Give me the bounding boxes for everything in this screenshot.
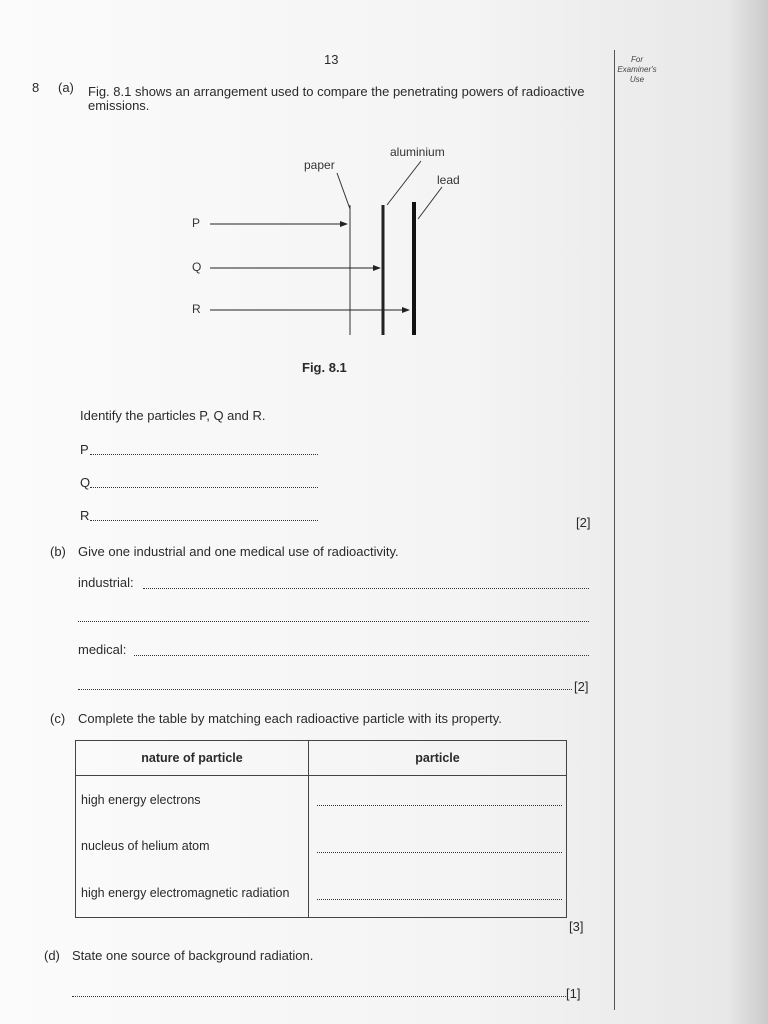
medical-answer-line[interactable] <box>134 655 589 656</box>
medical-label: medical: <box>78 642 127 657</box>
label-lead: lead <box>437 173 460 187</box>
table-header-row <box>76 741 567 776</box>
examiner-margin-rule <box>614 50 615 1010</box>
examiner-note-line: For <box>631 55 643 64</box>
examiner-note-line: Use <box>629 75 645 84</box>
paper-leader-line <box>337 173 350 209</box>
label-q: Q <box>192 260 202 274</box>
table-cell-particle[interactable] <box>309 776 567 824</box>
label-aluminium: aluminium <box>390 145 445 159</box>
part-a-marks: [2] <box>576 515 591 530</box>
answer-label-q: Q <box>80 475 91 490</box>
row-text: high energy electromagnetic radiation <box>81 886 290 901</box>
industrial-label: industrial: <box>78 575 134 590</box>
part-b-marks: [2] <box>574 679 589 694</box>
particle-table <box>75 740 567 918</box>
industrial-answer-line[interactable] <box>143 588 589 589</box>
table-cell-particle[interactable] <box>309 823 567 869</box>
part-d-marks: [1] <box>566 986 581 1001</box>
part-c-text: Complete the table by matching each radioactive particle with its property. <box>78 711 502 726</box>
fig-8-1-diagram <box>180 135 470 350</box>
particle-answer-line[interactable] <box>317 793 562 806</box>
part-d-label: (d) <box>44 948 60 963</box>
label-r: R <box>192 302 201 316</box>
part-b-label: (b) <box>50 544 66 559</box>
answer-label-r: R <box>80 508 90 523</box>
page-number: 13 <box>324 52 339 67</box>
aluminium-leader-line <box>387 161 421 205</box>
page-edge-shadow <box>728 0 768 1024</box>
part-a-label: (a) <box>58 80 74 95</box>
answer-line-p[interactable] <box>90 454 318 455</box>
table-cell-nature <box>76 870 309 918</box>
table-row <box>76 776 567 824</box>
part-c-marks: [3] <box>569 919 584 934</box>
part-c-label: (c) <box>50 711 66 726</box>
part-a-instruction: Identify the particles P, Q and R. <box>80 408 266 423</box>
question-number: 8 <box>32 80 40 95</box>
row-text: nucleus of helium atom <box>81 839 210 854</box>
part-a-text-line1: Fig. 8.1 shows an arrangement used to compare the penetrating powers of radioactive <box>88 84 585 99</box>
row-text: high energy electrons <box>81 792 201 807</box>
part-b-text: Give one industrial and one medical use of radioactivity. <box>78 544 399 559</box>
part-d-text: State one source of background radiation. <box>72 948 314 963</box>
part-a-text-line2: emissions. <box>88 98 150 113</box>
table-cell-nature <box>76 776 309 824</box>
answer-label-p: P <box>80 442 89 457</box>
answer-line-q[interactable] <box>90 487 318 488</box>
examiner-use-note <box>612 55 662 85</box>
part-d-answer-line[interactable] <box>72 996 566 997</box>
table-row <box>76 870 567 918</box>
table-cell-particle[interactable] <box>309 870 567 918</box>
table-header-particle: particle <box>309 741 567 776</box>
particle-answer-line[interactable] <box>317 840 562 853</box>
answer-line-r[interactable] <box>90 520 318 521</box>
label-p: P <box>192 216 201 230</box>
table-cell-nature <box>76 823 309 869</box>
table-header-nature: nature of particle <box>76 741 309 776</box>
examiner-note-line: Examiner's <box>617 65 657 74</box>
label-paper: paper <box>304 158 335 172</box>
industrial-answer-line-2[interactable] <box>78 621 589 622</box>
table-row <box>76 823 567 869</box>
medical-answer-line-2[interactable] <box>78 689 572 690</box>
lead-leader-line <box>418 187 442 219</box>
figure-caption: Fig. 8.1 <box>302 360 347 375</box>
particle-answer-line[interactable] <box>317 887 562 900</box>
